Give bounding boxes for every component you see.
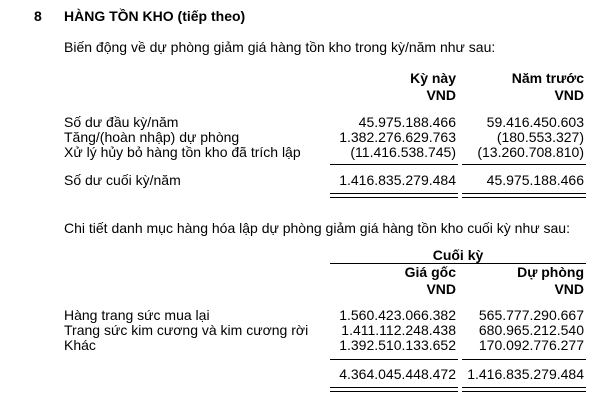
table1-total-label: Số dư cuối kỳ/năm xyxy=(64,172,181,188)
table2-cell: 680.965.212.540 xyxy=(478,322,584,338)
table2-intro: Chi tiết danh mục hàng hóa lập dự phòng giảm giá hàng tồn kho cuối kỳ như sau: xyxy=(64,220,570,236)
table1-cell: (11.416.538.745) xyxy=(350,144,456,160)
table2-total-cell: 1.416.835.279.484 xyxy=(467,366,584,382)
table1-header-prior-unit: VND xyxy=(554,87,584,103)
table2-header-provision xyxy=(444,264,584,298)
table2-subtotal-rule xyxy=(462,359,586,360)
table1-header-current-title: Kỳ này xyxy=(410,70,456,86)
table2-total-cell: 4.364.045.448.472 xyxy=(339,366,456,382)
section-title: HÀNG TỒN KHO (tiếp theo) xyxy=(64,8,246,24)
table1-cell: (13.260.708.810) xyxy=(477,144,584,160)
table2-group-header: Cuối kỳ xyxy=(432,247,484,263)
table1-cell: 59.416.450.603 xyxy=(486,114,584,130)
table2-header-cost-unit: VND xyxy=(426,281,456,297)
table1-cell: 1.382.276.629.763 xyxy=(339,129,456,145)
table2-cell: 1.411.112.248.438 xyxy=(341,322,456,338)
table2-row-label: Khác xyxy=(64,337,96,353)
table1-row-label: Số dư đầu kỳ/năm xyxy=(64,114,179,130)
table2-total-double-rule xyxy=(330,387,458,392)
table2-total-double-rule xyxy=(462,387,586,392)
table1-subtotal-rule xyxy=(462,164,586,165)
table1-row-label: Xử lý hủy bỏ hàng tồn kho đã trích lập xyxy=(64,144,301,160)
table1-intro: Biến động về dự phòng giảm giá hàng tồn kho trong kỳ/năm như sau: xyxy=(64,39,496,55)
table2-row-label: Trang sức kim cương và kim cương rời xyxy=(64,322,309,338)
table1-cell: (180.553.327) xyxy=(496,129,584,145)
table2-cell: 170.092.776.277 xyxy=(478,337,584,353)
table2-subtotal-rule xyxy=(330,359,458,360)
table2-cell: 1.560.423.066.382 xyxy=(339,307,456,323)
table1-row-label: Tăng/(hoàn nhập) dự phòng xyxy=(64,129,240,145)
table2-header-cost xyxy=(316,264,456,298)
table2-header-provision-title: Dự phòng xyxy=(517,264,584,280)
table1-header-current xyxy=(316,70,456,104)
table2-cell: 1.392.510.133.652 xyxy=(339,337,456,353)
table1-header-prior-title: Năm trước xyxy=(511,70,584,86)
table1-cell: 45.975.188.466 xyxy=(358,114,456,130)
table1-total-double-rule xyxy=(462,193,586,198)
table2-header-cost-title: Giá gốc xyxy=(404,264,456,280)
table1-subtotal-rule xyxy=(330,164,458,165)
table1-header-current-unit: VND xyxy=(426,87,456,103)
table1-header-prior xyxy=(444,70,584,104)
table2-header-provision-unit: VND xyxy=(554,281,584,297)
table1-total-cell: 1.416.835.279.484 xyxy=(339,172,456,188)
table2-row-label: Hàng trang sức mua lại xyxy=(64,307,210,323)
table1-total-double-rule xyxy=(330,193,458,198)
section-number: 8 xyxy=(34,8,42,24)
table1-total-cell: 45.975.188.466 xyxy=(486,172,584,188)
table2-cell: 565.777.290.667 xyxy=(478,307,584,323)
